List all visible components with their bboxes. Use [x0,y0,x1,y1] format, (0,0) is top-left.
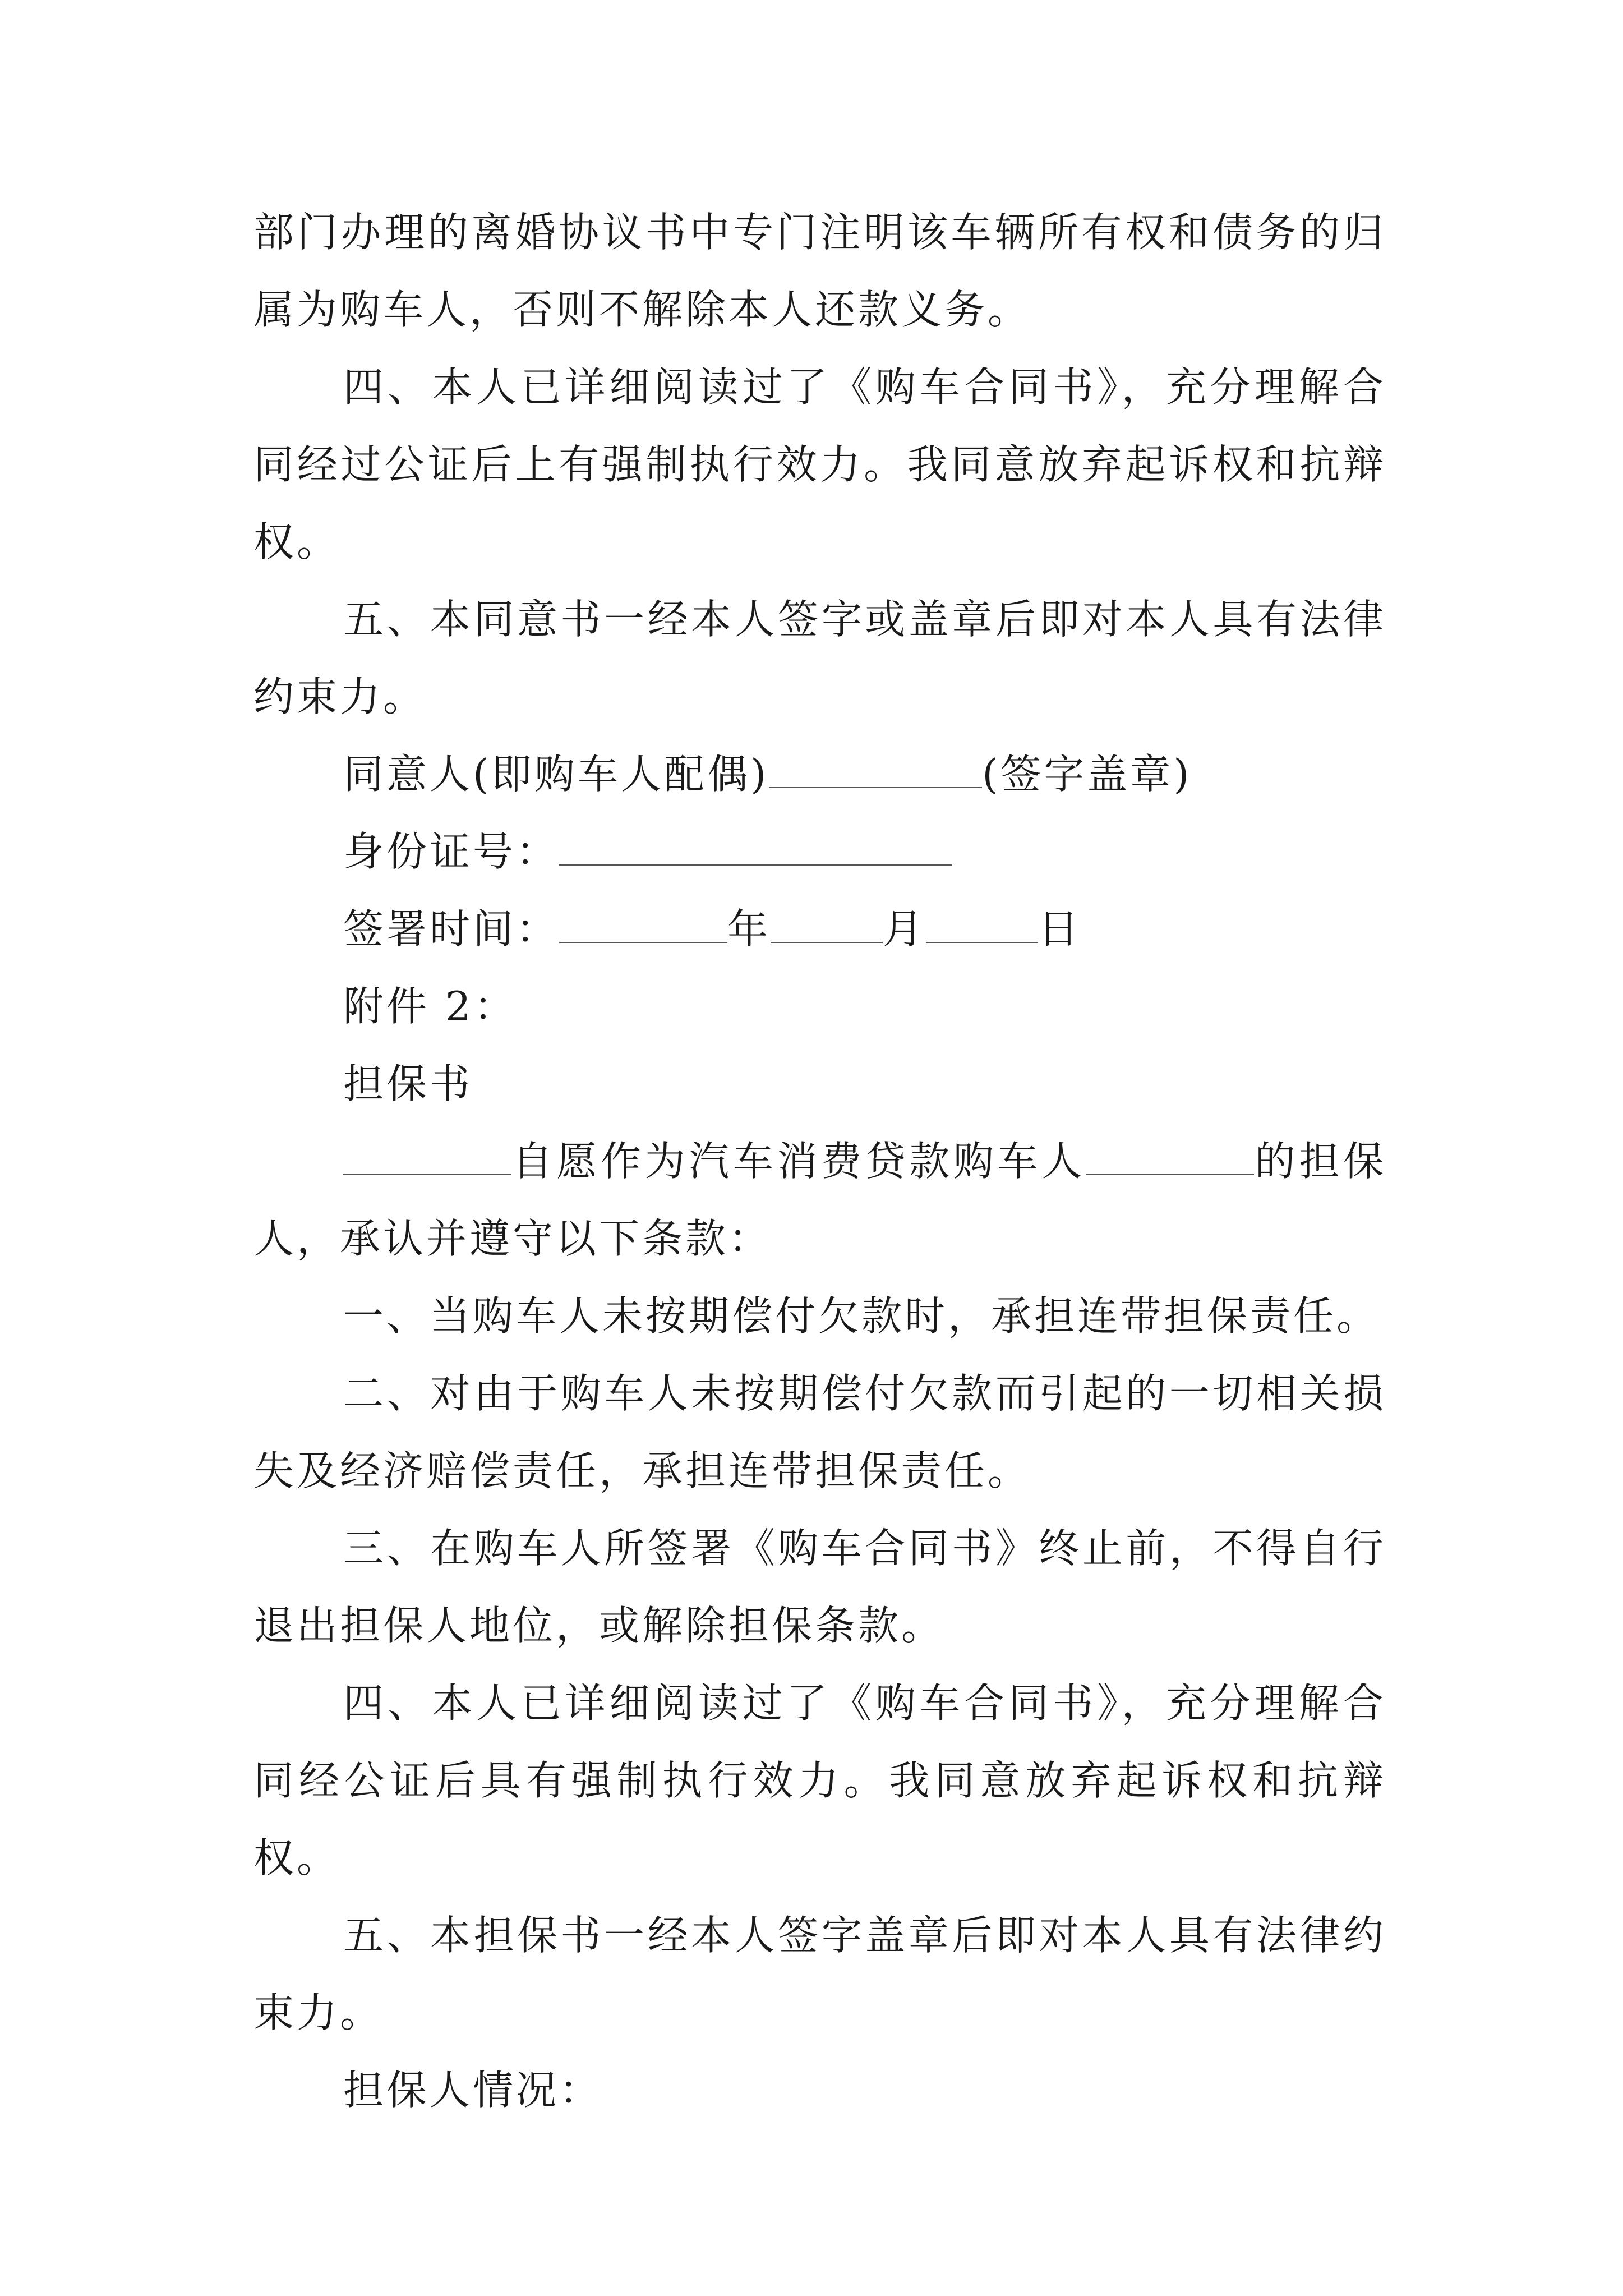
id-number-line [253,813,1386,890]
guarantor-name-blank[interactable] [343,1140,511,1175]
paragraph-clause-four: 四、本人已详细阅读过了《购车合同书》，充分理解合同经过公证后上有强制执行效力。我同意放弃起诉权和抗辩权。 [253,364,1386,565]
guarantee-intro-middle: 自愿作为汽车消费贷款购车人 [511,1138,1086,1185]
paragraph-ownership: 部门办理的离婚协议书中专门注明该车辆所有权和债务的归属为购车人，否则不解除本人还款义务。 [253,209,1386,333]
guarantee-clause-one: 一、当购车人未按期偿付欠款时，承担连带担保责任。 [343,1292,1380,1340]
guarantee-title: 担保书 [343,1060,473,1107]
sign-year-label: 年 [727,905,771,953]
consent-signature-suffix: (签字盖章) [982,751,1192,798]
paragraph-clause-five: 五、本同意书一经本人签字或盖章后即对本人具有法律约束力。 [253,596,1386,720]
guarantee-intro-suffix: 的担保人，承认并遵守以下条款： [253,1138,1386,1262]
sign-year-blank[interactable] [559,908,727,943]
consent-signature-line [253,735,1386,813]
sign-month-blank[interactable] [771,908,883,943]
guarantor-info-label: 担保人情况： [343,2067,603,2114]
id-number-blank[interactable] [559,831,952,866]
guarantee-clause-two: 二、对由于购车人未按期偿付欠款而引起的一切相关损失及经济赔偿责任，承担连带担保责任。 [253,1370,1386,1494]
guarantee-clause-three: 三、在购车人所签署《购车合同书》终止前，不得自行退出担保人地位，或解除担保条款。 [253,1525,1386,1649]
guarantee-clause-four: 四、本人已详细阅读过了《购车合同书》，充分理解合同经公证后具有强制执行效力。我同意放弃起诉权和抗辩权。 [253,1680,1386,1881]
buyer-name-blank[interactable] [1086,1140,1254,1175]
sign-date-label: 签署时间： [343,905,560,953]
sign-date-line [253,890,1386,968]
id-number-label: 身份证号： [343,828,560,875]
consent-signature-blank[interactable] [769,753,982,788]
attachment-label: 附件 2： [343,983,517,1030]
document-body [253,194,1386,2129]
sign-month-label: 月 [883,905,926,953]
sign-day-label: 日 [1038,905,1082,953]
guarantee-clause-five: 五、本担保书一经本人签字盖章后即对本人具有法律约束力。 [253,1912,1386,2036]
guarantee-intro [253,1122,1386,1277]
consent-signature-prefix: 同意人(即购车人配偶) [343,751,769,798]
sign-day-blank[interactable] [926,908,1038,943]
